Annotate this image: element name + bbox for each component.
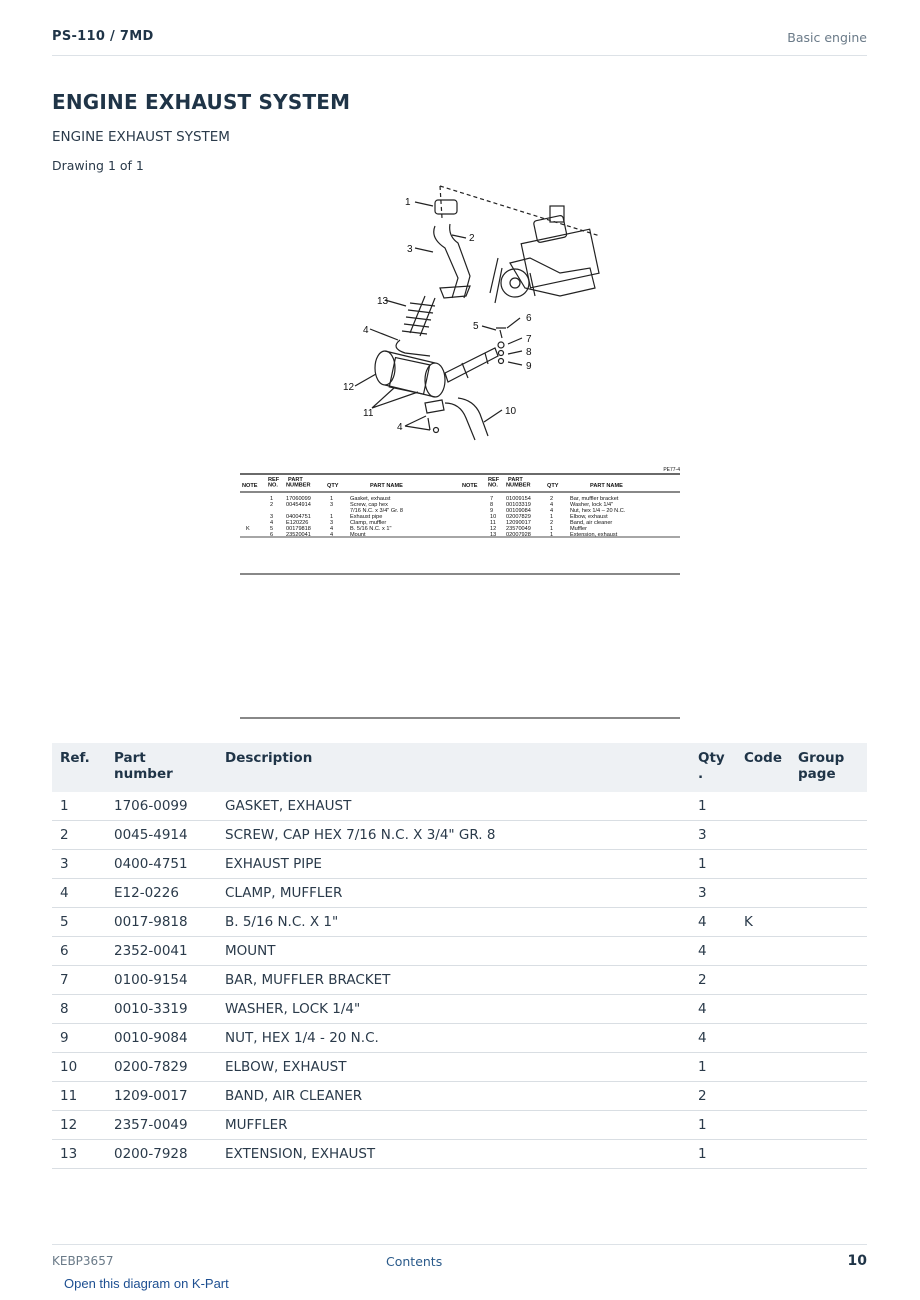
legend-name: Exhaust pipe — [350, 514, 383, 520]
table-row — [52, 1082, 867, 1111]
cell-part-number: 0200-7829 — [106, 1053, 217, 1082]
cell-part-number: 0100-9154 — [106, 966, 217, 995]
legend-qty: 2 — [550, 520, 554, 526]
legend-name: Washer, lock 1/4" — [570, 502, 614, 508]
cell-ref: 7 — [52, 966, 106, 995]
legend-qty: 1 — [330, 514, 334, 520]
col-code: Code — [736, 743, 790, 792]
svg-text:10: 10 — [505, 406, 517, 417]
cell-group-page — [790, 1140, 867, 1169]
cell-part-number: 0045-4914 — [106, 821, 217, 850]
legend-qty: 4 — [550, 508, 554, 514]
table-row — [52, 792, 867, 821]
legend-qty: 3 — [330, 520, 334, 526]
legend-name: Nut, hex 1/4 – 20 N.C. — [570, 508, 626, 514]
page-title: ENGINE EXHAUST SYSTEM — [52, 90, 351, 114]
legend-name: Mount — [350, 532, 366, 538]
cell-part-number: 2352-0041 — [106, 937, 217, 966]
legend-ref: 4 — [270, 520, 274, 526]
svg-text:4: 4 — [363, 325, 369, 336]
legend-name: B. 5/16 N.C. x 1" — [350, 526, 392, 532]
svg-text:7: 7 — [526, 334, 532, 345]
cell-group-page — [790, 850, 867, 879]
cell-ref: 5 — [52, 908, 106, 937]
legend-name: Gasket, exhaust — [350, 496, 391, 502]
cell-group-page — [790, 1111, 867, 1140]
cell-ref: 6 — [52, 937, 106, 966]
legend-qty: 1 — [550, 526, 554, 532]
callout-labels — [343, 197, 532, 433]
legend-part: 00103319 — [506, 502, 531, 508]
legend-header-name: PART NAME — [370, 483, 403, 489]
cell-description: BAR, MUFFLER BRACKET — [217, 966, 690, 995]
legend-qty: 4 — [330, 526, 334, 532]
cell-part-number: 1209-0017 — [106, 1082, 217, 1111]
svg-text:13: 13 — [377, 296, 389, 307]
legend-ref: 10 — [490, 514, 497, 520]
page-number: 10 — [847, 1253, 867, 1269]
legend-ref: 7 — [490, 496, 494, 502]
legend-part: 02007829 — [506, 514, 531, 520]
svg-text:5: 5 — [473, 321, 479, 332]
page-header — [52, 29, 867, 56]
legend-name: Extension, exhaust — [570, 532, 618, 538]
table-row — [52, 966, 867, 995]
cell-description: SCREW, CAP HEX 7/16 N.C. X 3/4" GR. 8 — [217, 821, 690, 850]
svg-text:1: 1 — [405, 197, 411, 208]
legend-name: Clamp, muffler — [350, 520, 387, 526]
cell-description: EXHAUST PIPE — [217, 850, 690, 879]
cell-qty: 1 — [690, 1111, 736, 1140]
legend-part: 23520041 — [286, 532, 311, 538]
svg-text:6: 6 — [526, 313, 532, 324]
cell-code: K — [736, 908, 790, 937]
legend-name: Muffler — [570, 526, 587, 532]
cell-part-number: E12-0226 — [106, 879, 217, 908]
cell-qty: 3 — [690, 879, 736, 908]
legend-header-note: NOTE — [462, 483, 478, 489]
cell-code — [736, 966, 790, 995]
legend-part: 02007928 — [506, 532, 531, 538]
cell-code — [736, 1082, 790, 1111]
svg-text:4: 4 — [397, 422, 403, 433]
cell-code — [736, 995, 790, 1024]
parts-table-header — [52, 743, 867, 792]
cell-qty: 2 — [690, 966, 736, 995]
cell-group-page — [790, 1082, 867, 1111]
cell-description: GASKET, EXHAUST — [217, 792, 690, 821]
table-row — [52, 908, 867, 937]
cell-description: MUFFLER — [217, 1111, 690, 1140]
legend-ref: 8 — [490, 502, 494, 508]
svg-text:8: 8 — [526, 347, 532, 358]
cell-ref: 9 — [52, 1024, 106, 1053]
svg-text:2: 2 — [469, 233, 475, 244]
cell-description: CLAMP, MUFFLER — [217, 879, 690, 908]
table-row — [52, 821, 867, 850]
legend-ref: 12 — [490, 526, 497, 532]
figure-code: PE77-4 — [663, 467, 680, 473]
exhaust-diagram — [230, 178, 690, 723]
cell-description: NUT, HEX 1/4 - 20 N.C. — [217, 1024, 690, 1053]
cell-qty: 1 — [690, 1053, 736, 1082]
page-footer — [52, 1244, 867, 1275]
legend-name: 7/16 N.C. x 3/4" Gr. 8 — [350, 508, 403, 514]
legend-qty: 2 — [550, 496, 554, 502]
legend-ref: 13 — [490, 532, 497, 538]
table-row — [52, 850, 867, 879]
legend-header-qty: QTY — [327, 483, 339, 489]
table-row — [52, 1024, 867, 1053]
cell-qty: 3 — [690, 821, 736, 850]
parts-table-body — [52, 792, 867, 1169]
legend-header-part: PART NUMBER — [286, 477, 311, 489]
col-ref: Ref. — [52, 743, 106, 792]
legend-ref: 5 — [270, 526, 274, 532]
cell-part-number: 0400-4751 — [106, 850, 217, 879]
legend-qty: 4 — [330, 532, 334, 538]
table-row — [52, 937, 867, 966]
legend-name: Screw, cap hex — [350, 502, 388, 508]
cell-part-number: 0200-7928 — [106, 1140, 217, 1169]
cell-code — [736, 937, 790, 966]
table-row — [52, 879, 867, 908]
doc-id: KEBP3657 — [52, 1254, 114, 1268]
cell-group-page — [790, 966, 867, 995]
engine-block — [490, 206, 599, 303]
cell-group-page — [790, 1024, 867, 1053]
cell-part-number: 1706-0099 — [106, 792, 217, 821]
legend-headers — [242, 477, 623, 489]
contents-link[interactable]: Contents — [386, 1254, 443, 1269]
cell-qty: 4 — [690, 937, 736, 966]
cell-group-page — [790, 995, 867, 1024]
cell-ref: 8 — [52, 995, 106, 1024]
legend-part: 23570049 — [506, 526, 531, 532]
page-subtitle: ENGINE EXHAUST SYSTEM — [52, 129, 230, 145]
cell-description: WASHER, LOCK 1/4" — [217, 995, 690, 1024]
diagram-legend — [240, 467, 680, 718]
cell-group-page — [790, 879, 867, 908]
svg-text:9: 9 — [526, 361, 532, 372]
cell-group-page — [790, 821, 867, 850]
legend-part: 17060099 — [286, 496, 311, 502]
cell-qty: 1 — [690, 850, 736, 879]
legend-part: 00179818 — [286, 526, 311, 532]
table-row — [52, 1140, 867, 1169]
svg-text:3: 3 — [407, 244, 413, 255]
cell-part-number: 0010-3319 — [106, 995, 217, 1024]
muffler-shape — [375, 351, 445, 397]
legend-header-part: PART NUMBER — [506, 477, 531, 489]
open-diagram-link[interactable]: Open this diagram on K-Part — [64, 1276, 229, 1291]
cell-description: EXTENSION, EXHAUST — [217, 1140, 690, 1169]
legend-qty: 4 — [550, 502, 554, 508]
cell-part-number: 2357-0049 — [106, 1111, 217, 1140]
section-name: Basic engine — [787, 30, 867, 45]
legend-qty: 1 — [550, 514, 554, 520]
legend-name: Elbow, exhaust — [570, 514, 608, 520]
exhaust-diagram-drawing — [230, 178, 690, 723]
legend-name: Bar, muffler bracket — [570, 496, 619, 502]
legend-qty: 1 — [550, 532, 554, 538]
cell-description: ELBOW, EXHAUST — [217, 1053, 690, 1082]
legend-part: 00454914 — [286, 502, 311, 508]
legend-qty: 1 — [330, 496, 334, 502]
legend-name: Band, air cleaner — [570, 520, 613, 526]
legend-ref: 6 — [270, 532, 274, 538]
cell-part-number: 0017-9818 — [106, 908, 217, 937]
legend-ref: 11 — [490, 520, 496, 526]
cell-ref: 11 — [52, 1082, 106, 1111]
legend-ref: 3 — [270, 514, 274, 520]
drawing-label: Drawing 1 of 1 — [52, 158, 144, 173]
col-group-page: Group page — [790, 743, 867, 792]
frame-line — [440, 186, 600, 236]
cell-qty: 4 — [690, 1024, 736, 1053]
legend-header-qty: QTY — [547, 483, 559, 489]
cell-description: B. 5/16 N.C. X 1" — [217, 908, 690, 937]
table-row — [52, 1111, 867, 1140]
legend-right-rows — [490, 496, 626, 538]
cell-ref: 1 — [52, 792, 106, 821]
cell-group-page — [790, 792, 867, 821]
extension-coils — [402, 303, 435, 334]
cell-part-number: 0010-9084 — [106, 1024, 217, 1053]
legend-header-ref: REF NO. — [268, 477, 280, 489]
model-title: PS-110 / 7MD — [52, 29, 154, 44]
cell-code — [736, 879, 790, 908]
cell-description: BAND, AIR CLEANER — [217, 1082, 690, 1111]
legend-part: 04004751 — [286, 514, 311, 520]
elbow-shape — [445, 398, 488, 440]
col-part-number: Part number — [106, 743, 217, 792]
legend-header-ref: REF NO. — [488, 477, 500, 489]
parts-table — [52, 743, 867, 1169]
cell-group-page — [790, 937, 867, 966]
cell-code — [736, 850, 790, 879]
table-row — [52, 995, 867, 1024]
cell-ref: 12 — [52, 1111, 106, 1140]
cell-code — [736, 1024, 790, 1053]
cell-qty: 1 — [690, 1140, 736, 1169]
cell-code — [736, 792, 790, 821]
legend-part: 01009154 — [506, 496, 531, 502]
cell-ref: 3 — [52, 850, 106, 879]
cell-ref: 2 — [52, 821, 106, 850]
legend-header-note: NOTE — [242, 483, 258, 489]
cell-qty: 1 — [690, 792, 736, 821]
legend-qty: 3 — [330, 502, 334, 508]
col-description: Description — [217, 743, 690, 792]
cell-ref: 4 — [52, 879, 106, 908]
table-row — [52, 1053, 867, 1082]
legend-part: E120226 — [286, 520, 309, 526]
legend-ref: 2 — [270, 502, 274, 508]
legend-ref: 1 — [270, 496, 274, 502]
cell-qty: 2 — [690, 1082, 736, 1111]
bracket-bar-shape — [445, 348, 498, 382]
svg-text:12: 12 — [343, 382, 355, 393]
legend-part: 00109084 — [506, 508, 531, 514]
cell-code — [736, 1053, 790, 1082]
cell-code — [736, 1111, 790, 1140]
svg-text:11: 11 — [363, 408, 374, 419]
legend-left-rows — [246, 496, 403, 538]
col-qty: Qty . — [690, 743, 736, 792]
cell-ref: 13 — [52, 1140, 106, 1169]
legend-header-name: PART NAME — [590, 483, 623, 489]
gasket-shape — [435, 200, 457, 214]
cell-code — [736, 1140, 790, 1169]
legend-ref: 9 — [490, 508, 494, 514]
legend-note: K — [246, 526, 250, 532]
cell-description: MOUNT — [217, 937, 690, 966]
legend-part: 12090017 — [506, 520, 531, 526]
cell-ref: 10 — [52, 1053, 106, 1082]
cell-group-page — [790, 908, 867, 937]
cell-qty: 4 — [690, 908, 736, 937]
cell-code — [736, 821, 790, 850]
cell-group-page — [790, 1053, 867, 1082]
cell-qty: 4 — [690, 995, 736, 1024]
